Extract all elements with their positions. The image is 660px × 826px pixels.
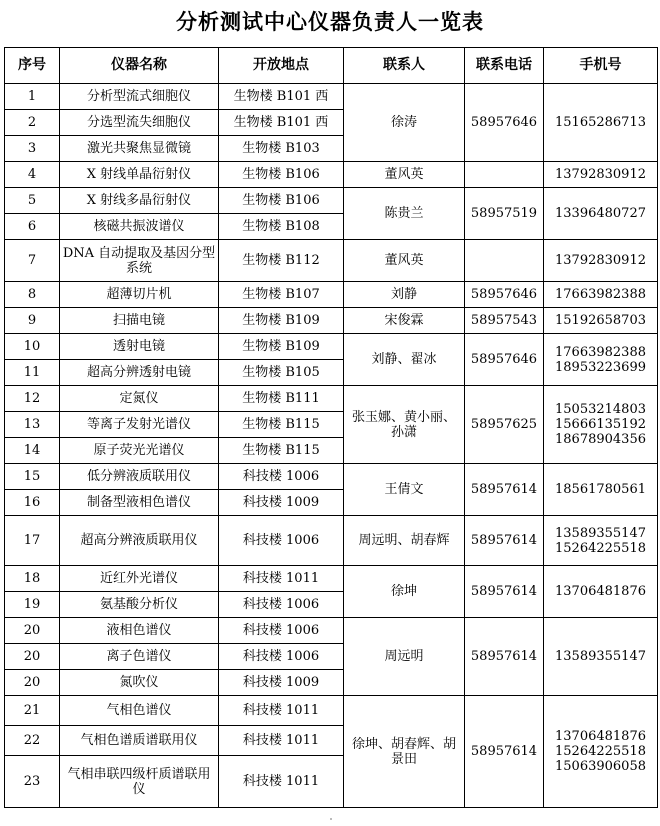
instrument-name: 等离子发射光谱仪: [60, 412, 219, 438]
instrument-location: 生物楼 B101 西: [219, 110, 344, 136]
instrument-location: 科技楼 1006: [219, 592, 344, 618]
row-index: 20: [5, 618, 60, 644]
instrument-name: 近红外光谱仪: [60, 566, 219, 592]
mobile-number: 15053214803: [555, 402, 646, 417]
row-index: 8: [5, 282, 60, 308]
mobile-number: 13706481876: [555, 729, 646, 744]
instrument-location: 科技楼 1009: [219, 670, 344, 696]
contact-mobile: [544, 696, 658, 808]
row-index: 22: [5, 726, 60, 756]
instrument-location: 科技楼 1011: [219, 726, 344, 756]
row-index: 15: [5, 464, 60, 490]
table-row: [5, 516, 658, 566]
contact-phone: 58957646: [465, 282, 544, 308]
instrument-location: 科技楼 1006: [219, 516, 344, 566]
contact-phone: [465, 240, 544, 282]
contact-phone: 58957519: [465, 188, 544, 240]
page-title: 分析测试中心仪器负责人一览表: [176, 9, 484, 34]
instrument-location: 生物楼 B106: [219, 188, 344, 214]
mobile-number: 15063906058: [555, 759, 646, 774]
contact-person: 徐涛: [344, 84, 465, 162]
mobile-number: 15192658703: [555, 313, 646, 328]
instrument-name: 分选型流失细胞仪: [60, 110, 219, 136]
instrument-name: 超高分辨透射电镜: [60, 360, 219, 386]
contact-mobile: [544, 516, 658, 566]
instrument-name: 气相色谱仪: [60, 696, 219, 726]
row-index: 20: [5, 644, 60, 670]
header-contact-person: 联系人: [344, 48, 465, 84]
instrument-location: 生物楼 B107: [219, 282, 344, 308]
instrument-location: 生物楼 B109: [219, 308, 344, 334]
table-row: [5, 696, 658, 726]
contact-phone: 58957614: [465, 566, 544, 618]
instrument-location: 生物楼 B101 西: [219, 84, 344, 110]
table-row: [5, 308, 658, 334]
contact-person: 董风英: [344, 240, 465, 282]
table-row: [5, 162, 658, 188]
instrument-name: X 射线多晶衍射仪: [60, 188, 219, 214]
row-index: 5: [5, 188, 60, 214]
table-row: [5, 618, 658, 644]
instrument-name: 分析型流式细胞仪: [60, 84, 219, 110]
row-index: 18: [5, 566, 60, 592]
table-header-row: [5, 48, 658, 84]
row-index: 4: [5, 162, 60, 188]
contact-mobile: [544, 618, 658, 696]
instrument-name: 原子荧光光谱仪: [60, 438, 219, 464]
mobile-number: 13706481876: [555, 584, 646, 599]
instrument-name: 制备型液相色谱仪: [60, 490, 219, 516]
contact-person: 陈贵兰: [344, 188, 465, 240]
contact-person: 董风英: [344, 162, 465, 188]
table-row: [5, 188, 658, 214]
table-row: [5, 334, 658, 360]
table-row: [5, 282, 658, 308]
header-location: 开放地点: [219, 48, 344, 84]
contact-mobile: [544, 84, 658, 162]
instrument-name: 液相色谱仪: [60, 618, 219, 644]
contact-person: 徐坤: [344, 566, 465, 618]
instrument-name: 激光共聚焦显微镜: [60, 136, 219, 162]
instrument-name: 氮吹仪: [60, 670, 219, 696]
table-row: [5, 84, 658, 110]
mobile-number: 17663982388: [555, 287, 646, 302]
row-index: 17: [5, 516, 60, 566]
contact-person: 张玉娜、黄小丽、孙潇: [344, 386, 465, 464]
contact-mobile: [544, 162, 658, 188]
contact-person: 刘静: [344, 282, 465, 308]
contact-phone: 58957646: [465, 84, 544, 162]
instrument-name: 氨基酸分析仪: [60, 592, 219, 618]
mobile-number: 13589355147: [555, 649, 646, 664]
instrument-location: 生物楼 B111: [219, 386, 344, 412]
instrument-location: 科技楼 1006: [219, 618, 344, 644]
row-index: 13: [5, 412, 60, 438]
instrument-name: 离子色谱仪: [60, 644, 219, 670]
table-row: [5, 566, 658, 592]
header-index: 序号: [5, 48, 60, 84]
row-index: 1: [5, 84, 60, 110]
table-row: [5, 240, 658, 282]
contact-mobile: [544, 334, 658, 386]
row-index: 11: [5, 360, 60, 386]
mobile-number: 18678904356: [555, 432, 646, 447]
instrument-name: 超薄切片机: [60, 282, 219, 308]
row-index: 23: [5, 756, 60, 808]
mobile-number: 15264225518: [555, 540, 646, 556]
instrument-location: 科技楼 1009: [219, 490, 344, 516]
contact-person: 刘静、翟冰: [344, 334, 465, 386]
page-edge-mark: [330, 818, 332, 820]
contact-mobile: [544, 386, 658, 464]
row-index: 10: [5, 334, 60, 360]
row-index: 16: [5, 490, 60, 516]
contact-person: 王倩文: [344, 464, 465, 516]
mobile-number: 18561780561: [555, 482, 646, 497]
row-index: 12: [5, 386, 60, 412]
instrument-location: 生物楼 B115: [219, 412, 344, 438]
header-phone: 联系电话: [465, 48, 544, 84]
contact-phone: 58957543: [465, 308, 544, 334]
contact-mobile: [544, 240, 658, 282]
row-index: 6: [5, 214, 60, 240]
contact-mobile: [544, 464, 658, 516]
instrument-name: 透射电镜: [60, 334, 219, 360]
contact-phone: [465, 162, 544, 188]
instrument-name: 气相色谱质谱联用仪: [60, 726, 219, 756]
instrument-name: DNA 自动提取及基因分型系统: [60, 240, 219, 282]
instrument-name: 核磁共振波谱仪: [60, 214, 219, 240]
contact-person: 周远明、胡春辉: [344, 516, 465, 566]
contact-mobile: [544, 308, 658, 334]
mobile-number: 18953223699: [555, 359, 646, 375]
contact-phone: 58957614: [465, 696, 544, 808]
instrument-table: [4, 47, 658, 808]
row-index: 14: [5, 438, 60, 464]
header-mobile: 手机号: [544, 48, 658, 84]
instrument-location: 生物楼 B105: [219, 360, 344, 386]
table-row: [5, 386, 658, 412]
instrument-name: 扫描电镜: [60, 308, 219, 334]
instrument-name: 超高分辨液质联用仪: [60, 516, 219, 566]
instrument-location: 生物楼 B115: [219, 438, 344, 464]
row-index: 20: [5, 670, 60, 696]
instrument-name: X 射线单晶衍射仪: [60, 162, 219, 188]
instrument-location: 科技楼 1011: [219, 696, 344, 726]
mobile-number: 17663982388: [555, 344, 646, 360]
contact-mobile: [544, 566, 658, 618]
contact-phone: 58957614: [465, 618, 544, 696]
row-index: 19: [5, 592, 60, 618]
table-row: [5, 464, 658, 490]
instrument-location: 生物楼 B108: [219, 214, 344, 240]
mobile-number: 13396480727: [555, 206, 646, 221]
contact-mobile: [544, 188, 658, 240]
mobile-number: 15666135192: [555, 417, 646, 432]
contact-phone: 58957646: [465, 334, 544, 386]
contact-mobile: [544, 282, 658, 308]
header-instrument-name: 仪器名称: [60, 48, 219, 84]
instrument-location: 生物楼 B112: [219, 240, 344, 282]
instrument-location: 生物楼 B106: [219, 162, 344, 188]
instrument-name: 定氮仪: [60, 386, 219, 412]
instrument-location: 科技楼 1011: [219, 756, 344, 808]
row-index: 2: [5, 110, 60, 136]
mobile-number: 13792830912: [555, 253, 646, 268]
instrument-location: 生物楼 B109: [219, 334, 344, 360]
instrument-location: 科技楼 1006: [219, 644, 344, 670]
instrument-location: 生物楼 B103: [219, 136, 344, 162]
row-index: 9: [5, 308, 60, 334]
mobile-number: 13792830912: [555, 167, 646, 182]
instrument-name: 低分辨液质联用仪: [60, 464, 219, 490]
contact-person: 宋俊霖: [344, 308, 465, 334]
instrument-location: 科技楼 1006: [219, 464, 344, 490]
row-index: 7: [5, 240, 60, 282]
instrument-location: 科技楼 1011: [219, 566, 344, 592]
mobile-number: 13589355147: [555, 525, 646, 541]
mobile-number: 15165286713: [555, 115, 646, 130]
contact-phone: 58957614: [465, 464, 544, 516]
contact-phone: 58957614: [465, 516, 544, 566]
row-index: 21: [5, 696, 60, 726]
contact-person: 周远明: [344, 618, 465, 696]
row-index: 3: [5, 136, 60, 162]
contact-person: 徐坤、胡春辉、胡景田: [344, 696, 465, 808]
contact-phone: 58957625: [465, 386, 544, 464]
mobile-number: 15264225518: [555, 744, 646, 759]
instrument-name: 气相串联四级杆质谱联用仪: [60, 756, 219, 808]
